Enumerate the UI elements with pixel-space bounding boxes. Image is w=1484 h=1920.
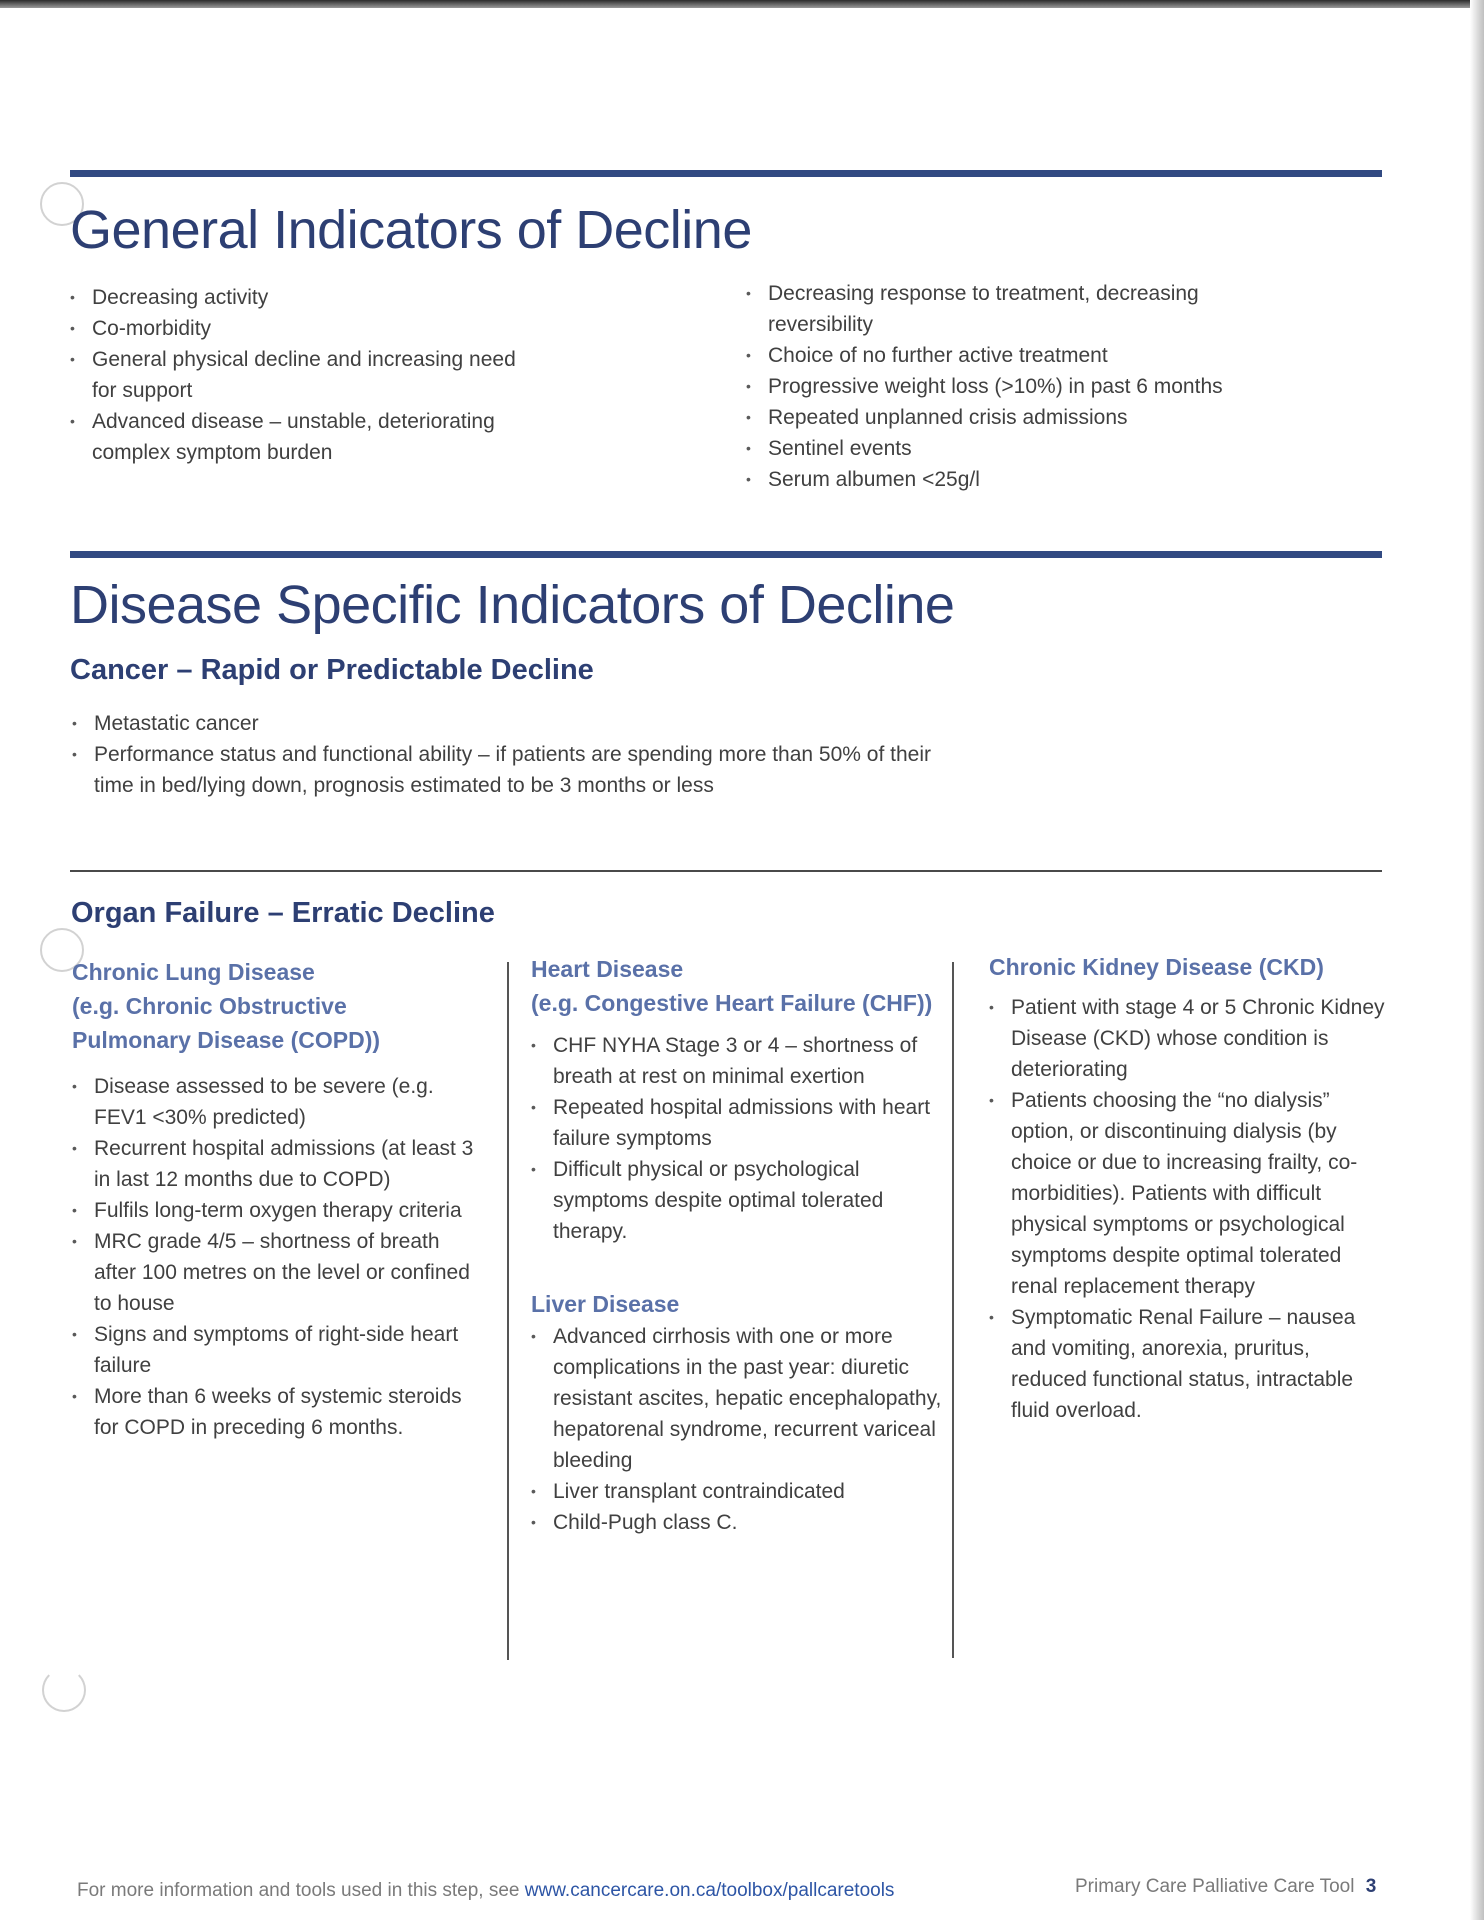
general-indicator-item: • Sentinel events xyxy=(746,433,1266,464)
liver-heading: Liver Disease xyxy=(531,1291,680,1317)
scan-edge-right xyxy=(1470,0,1484,1920)
cancer-list xyxy=(72,708,972,801)
column-divider xyxy=(507,962,509,1660)
scan-edge-top xyxy=(0,0,1484,8)
kidney-indicator-item: • Patient with stage 4 or 5 Chronic Kidney Disease (CKD) whose condition is deteriorating xyxy=(989,992,1389,1085)
binder-hole-mark xyxy=(42,1668,86,1712)
general-indicators-section xyxy=(70,170,1382,261)
cancer-heading: Cancer – Rapid or Predictable Decline xyxy=(70,654,594,686)
heart-indicator-item: • CHF NYHA Stage 3 or 4 – shortness of breath at rest on minimal exertion xyxy=(531,1030,951,1092)
liver-indicator-item: • Liver transplant contraindicated xyxy=(531,1476,951,1507)
disease-specific-section xyxy=(70,551,1382,687)
general-indicator-item: • Serum albumen <25g/l xyxy=(746,464,1266,495)
general-indicator-item: • Advanced disease – unstable, deteriorating complex symptom burden xyxy=(70,406,540,468)
lung-indicator-item: • More than 6 weeks of systemic steroids for COPD in preceding 6 months. xyxy=(72,1381,482,1443)
footer-info xyxy=(77,1880,894,1902)
disease-specific-title: Disease Specific Indicators of Decline xyxy=(70,575,955,635)
heart-heading: Heart Disease xyxy=(531,956,684,982)
general-indicators-title: General Indicators of Decline xyxy=(70,200,752,260)
general-indicator-item: • Decreasing response to treatment, decreasing reversibility xyxy=(746,278,1266,340)
cancer-indicator-item: • Metastatic cancer xyxy=(72,708,972,739)
kidney-column xyxy=(989,950,1389,1426)
general-indicator-item: • General physical decline and increasing need for support xyxy=(70,344,540,406)
liver-indicator-item: • Advanced cirrhosis with one or more complications in the past year: diuretic resistant ascites, hepatic encephalopathy, hepatorenal syndrome, recurrent variceal bleeding xyxy=(531,1321,951,1476)
section-rule xyxy=(70,551,1382,558)
heart-indicator-item: • Difficult physical or psychological symptoms despite optimal tolerated therapy. xyxy=(531,1154,951,1247)
lung-heading: (e.g. Chronic Obstructive xyxy=(72,993,347,1019)
general-right-column xyxy=(746,278,1266,495)
footer-text: For more information and tools used in this step, see xyxy=(77,1880,520,1901)
lung-indicator-item: • Recurrent hospital admissions (at least 3 in last 12 months due to COPD) xyxy=(72,1133,482,1195)
general-indicator-item: • Progressive weight loss (>10%) in past 6 months xyxy=(746,371,1266,402)
organ-failure-heading: Organ Failure – Erratic Decline xyxy=(71,897,495,929)
lung-heading: Pulmonary Disease (COPD)) xyxy=(72,1027,381,1053)
lung-heading: Chronic Lung Disease xyxy=(72,959,315,985)
lung-indicator-item: • Signs and symptoms of right-side heart failure xyxy=(72,1319,482,1381)
heart-heading: (e.g. Congestive Heart Failure (CHF)) xyxy=(531,990,933,1016)
general-indicator-item: • Co-morbidity xyxy=(70,313,540,344)
lung-indicator-item: • MRC grade 4/5 – shortness of breath after 100 metres on the level or confined to house xyxy=(72,1226,482,1319)
general-indicator-item: • Choice of no further active treatment xyxy=(746,340,1266,371)
kidney-indicator-item: • Symptomatic Renal Failure – nausea and vomiting, anorexia, pruritus, reduced functional status, intractable fluid overload. xyxy=(989,1302,1389,1426)
footer-link[interactable]: www.cancercare.on.ca/toolbox/pallcaretools xyxy=(524,1880,895,1901)
tool-name: Primary Care Palliative Care Tool xyxy=(1075,1876,1355,1897)
general-left-column xyxy=(70,282,540,468)
general-indicator-item: • Decreasing activity xyxy=(70,282,540,313)
heart-liver-column xyxy=(531,952,951,1538)
lung-indicator-item: • Fulfils long-term oxygen therapy criteria xyxy=(72,1195,482,1226)
kidney-indicator-item: • Patients choosing the “no dialysis” option, or discontinuing dialysis (by choice or due to increasing frailty, co-morbidities). Patients with difficult physical symptoms or psychological symptoms despite optimal tolerated renal replacement therapy xyxy=(989,1085,1389,1302)
column-divider xyxy=(952,962,954,1658)
page-number: 3 xyxy=(1365,1876,1377,1897)
lung-indicator-item: • Disease assessed to be severe (e.g. FEV1 <30% predicted) xyxy=(72,1071,482,1133)
divider-line xyxy=(70,870,1382,872)
kidney-heading: Chronic Kidney Disease (CKD) xyxy=(989,954,1324,980)
liver-indicator-item: • Child-Pugh class C. xyxy=(531,1507,951,1538)
general-indicator-item: • Repeated unplanned crisis admissions xyxy=(746,402,1266,433)
lung-column xyxy=(72,955,482,1443)
heart-indicator-item: • Repeated hospital admissions with heart failure symptoms xyxy=(531,1092,951,1154)
cancer-indicator-item: • Performance status and functional ability – if patients are spending more than 50% of their time in bed/lying down, prognosis estimated to be 3 months or less xyxy=(72,739,972,801)
footer-tool-name xyxy=(1075,1876,1376,1898)
section-rule xyxy=(70,170,1382,177)
